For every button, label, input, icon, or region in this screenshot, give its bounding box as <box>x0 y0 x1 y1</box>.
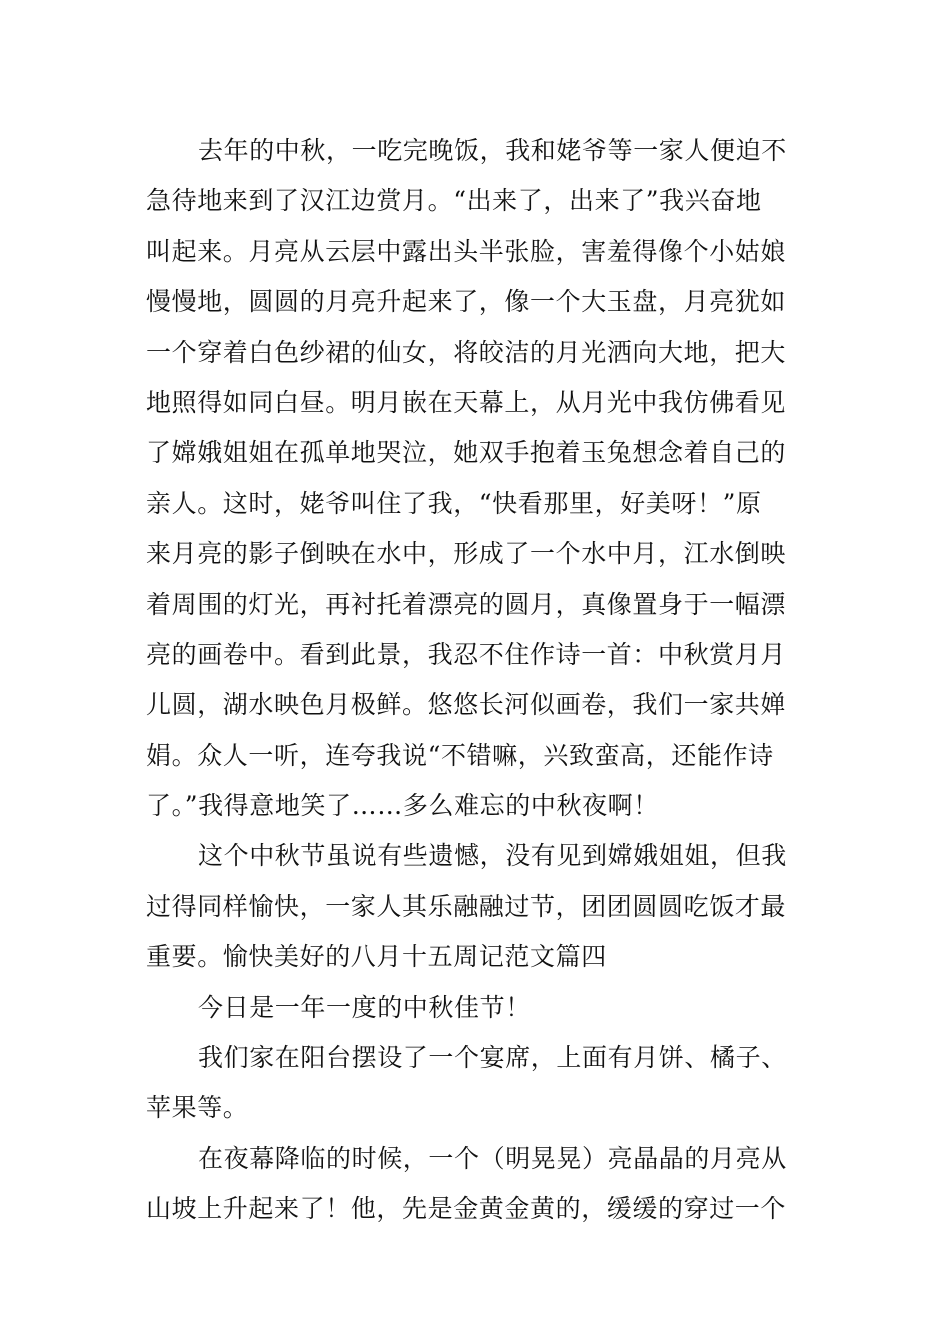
document-body <box>146 126 806 1235</box>
text-line: 来月亮的影子倒映在水中，形成了一个水中月，江水倒映 <box>146 539 787 569</box>
text-line: 重要。愉快美好的八月十五周记范文篇四 <box>146 942 607 972</box>
text-line: 一个穿着白色纱裙的仙女，将皎洁的月光洒向大地，把大 <box>146 337 787 367</box>
text-line: 我们家在阳台摆设了一个宴席，上面有月饼、橘子、 <box>198 1043 787 1073</box>
text-line: 着周围的灯光，再衬托着漂亮的圆月，真像置身于一幅漂 <box>146 589 787 619</box>
text-line: 亲人。这时，姥爷叫住了我，“快看那里，好美呀！”原 <box>146 488 762 518</box>
text-line: 在夜幕降临的时候，一个（明晃晃）亮晶晶的月亮从 <box>198 1143 787 1173</box>
text-line: 叫起来。月亮从云层中露出头半张脸，害羞得像个小姑娘 <box>146 236 787 266</box>
text-line: 慢慢地，圆圆的月亮升起来了，像一个大玉盘，月亮犹如 <box>146 287 787 317</box>
text-line: 这个中秋节虽说有些遗憾，没有见到嫦娥姐姐，但我 <box>198 841 787 871</box>
text-line: 了嫦娥姐姐在孤单地哭泣，她双手抱着玉兔想念着自己的 <box>146 438 787 468</box>
text-line: 山坡上升起来了！他，先是金黄金黄的，缓缓的穿过一个 <box>146 1194 787 1224</box>
text-line: 亮的画卷中。看到此景，我忍不住作诗一首：中秋赏月月 <box>146 639 787 669</box>
text-line: 儿圆，湖水映色月极鲜。悠悠长河似画卷，我们一家共婵 <box>146 690 787 720</box>
text-line: 去年的中秋，一吃完晚饭，我和姥爷等一家人便迫不 <box>198 136 787 165</box>
text-line: 苹果等。 <box>146 1093 249 1123</box>
text-line: 了。”我得意地笑了……多么难忘的中秋夜啊！ <box>146 791 659 821</box>
text-line: 急待地来到了汉江边赏月。“出来了，出来了”我兴奋地 <box>146 186 762 216</box>
text-line: 娟。众人一听，连夸我说“不错嘛，兴致蛮高，还能作诗 <box>146 740 774 770</box>
text-line: 地照得如同白昼。明月嵌在天幕上，从月光中我仿佛看见 <box>146 387 787 417</box>
text-line: 今日是一年一度的中秋佳节！ <box>198 992 531 1022</box>
text-line: 过得同样愉快，一家人其乐融融过节，团团圆圆吃饭才最 <box>146 891 787 921</box>
